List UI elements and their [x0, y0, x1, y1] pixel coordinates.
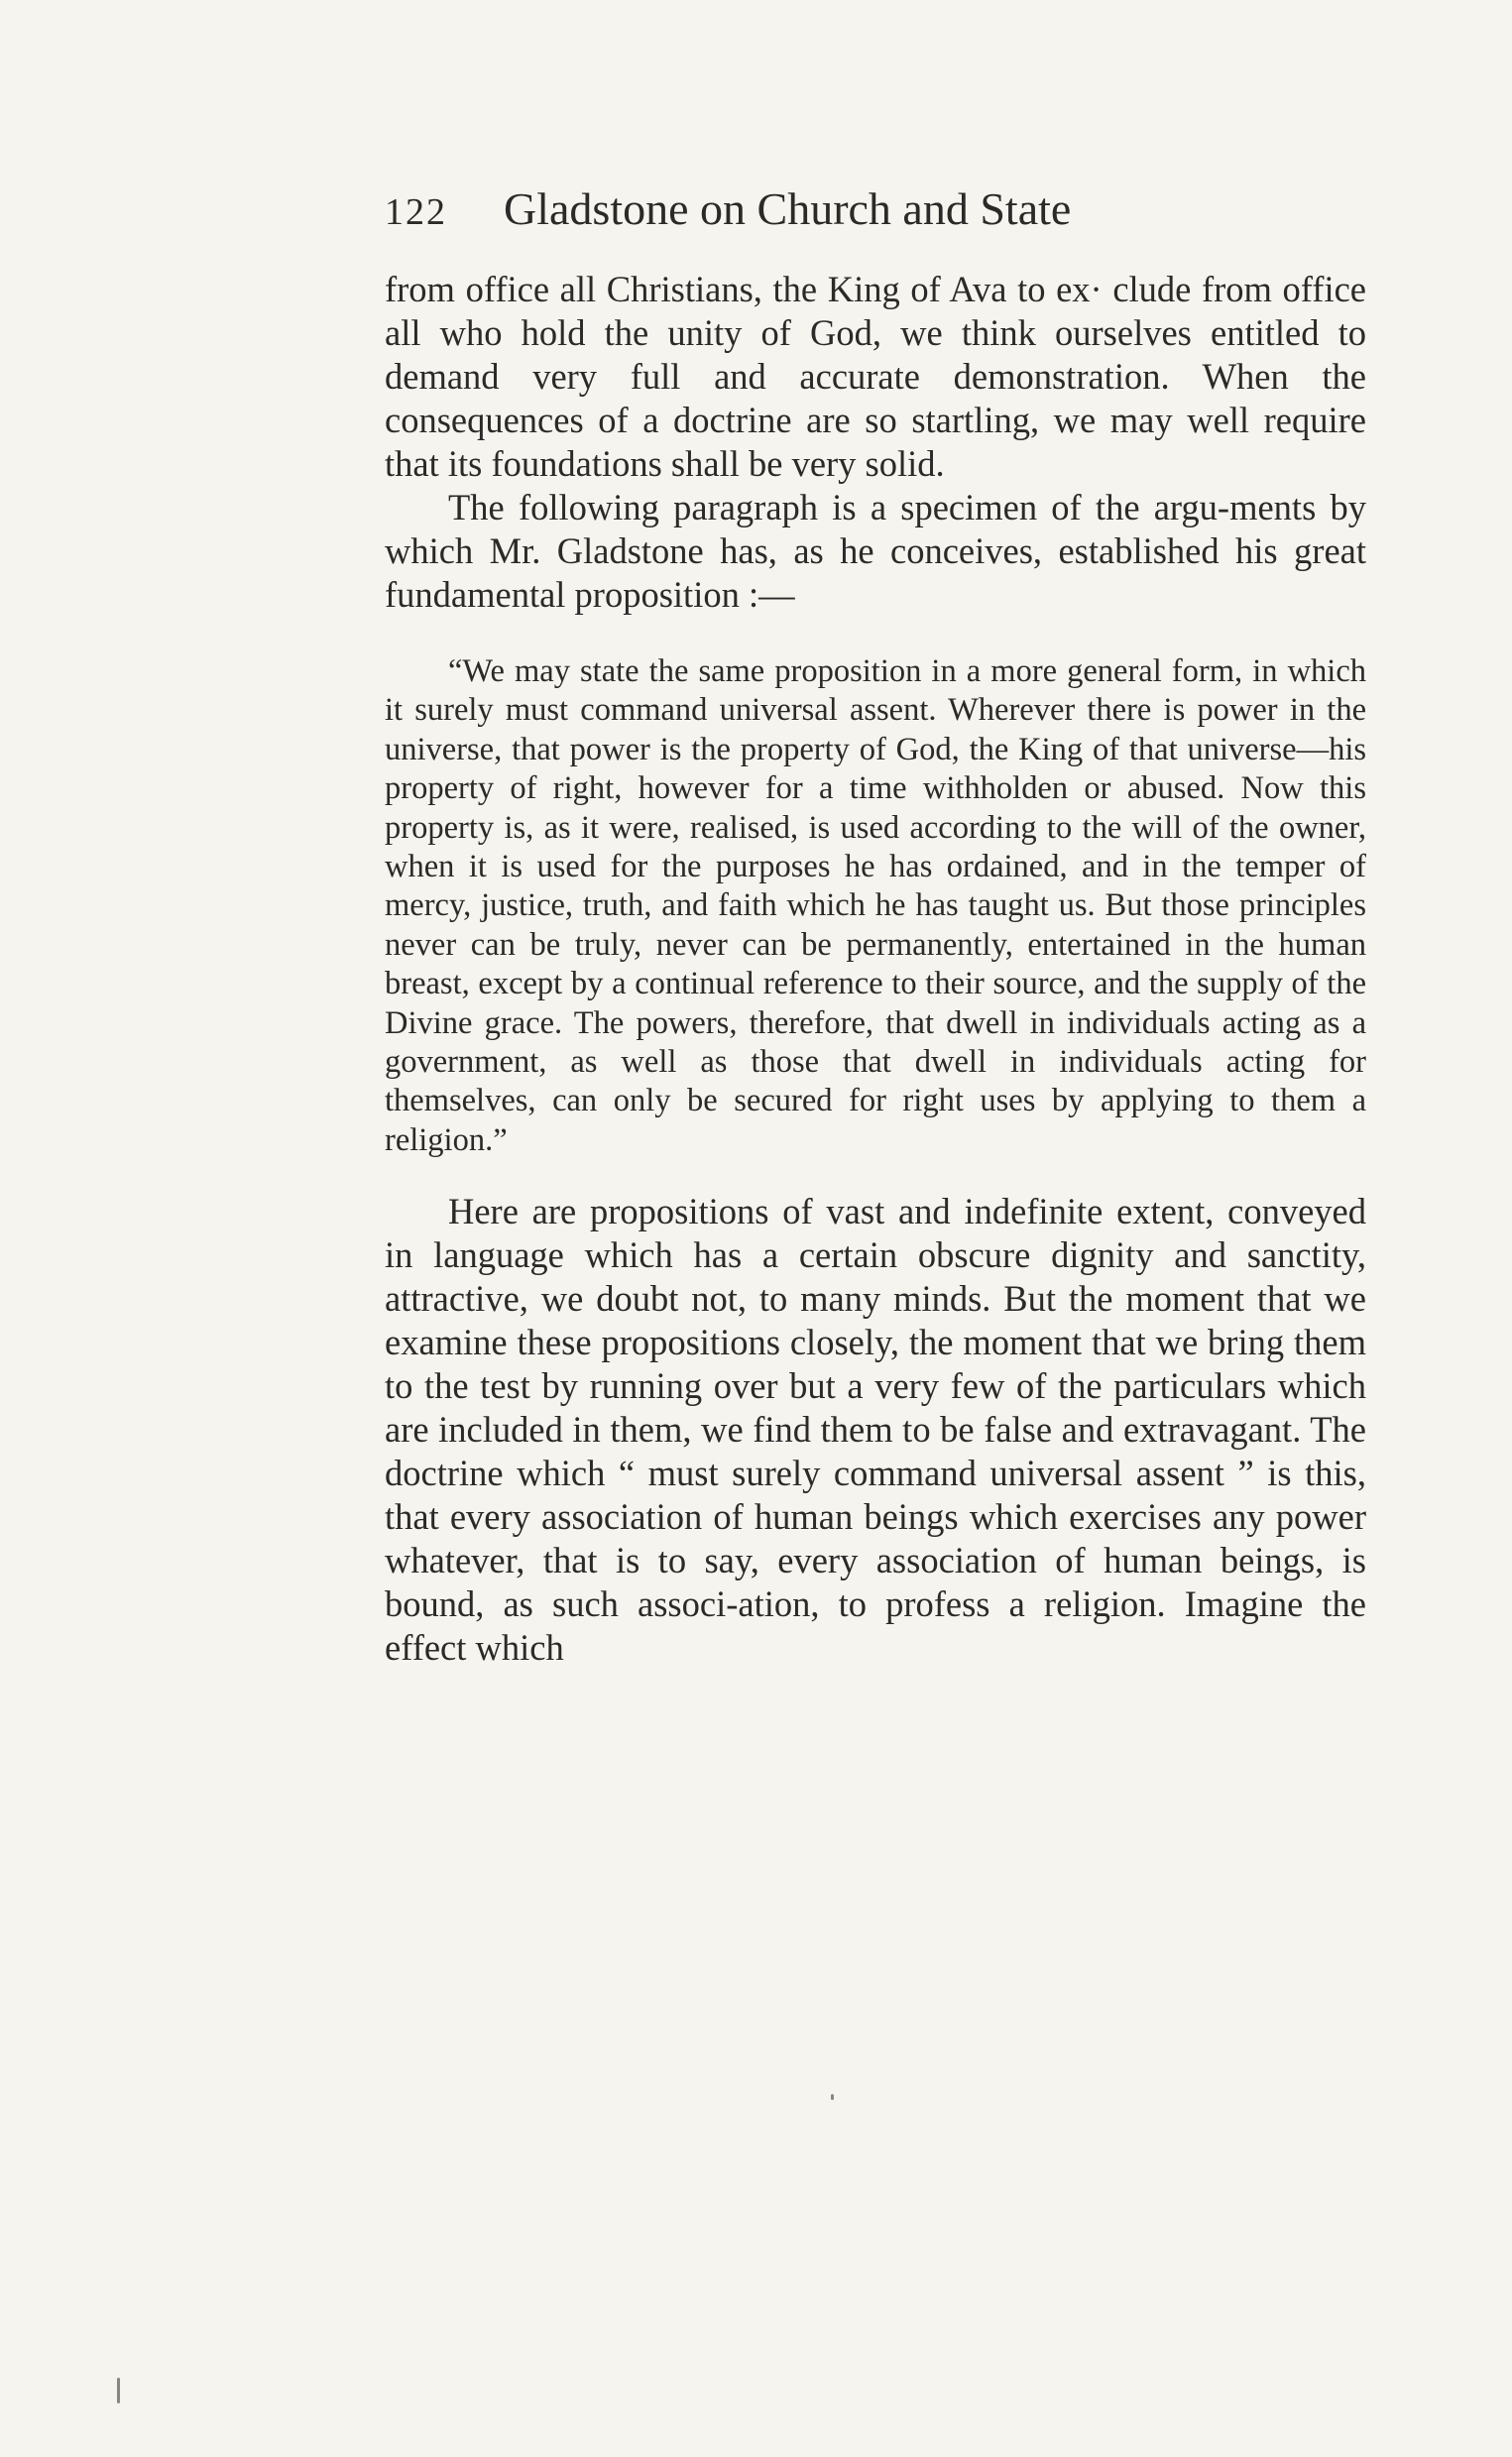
running-head	[385, 181, 1366, 237]
block-quotation: “We may state the same proposition in a more general form, in which it surely must command universal assent. Wherever there is power in the universe, that power is the property of God, the King of that universe—his property of right, however for a time withholden or abused. Now this property is, as it were, realised, is used according to the will of the owner, when it is used for the purposes he has ordained, and in the temper of mercy, justice, truth, and faith which he has taught us. But those principles never can be truly, never can be permanently, entertained in the human breast, except by a continual reference to their source, and the supply of the Divine grace. The powers, therefore, that dwell in individuals acting as a government, as well as those that dwell in individuals acting for themselves, can only be secured for right uses by applying to them a religion.”	[385, 653, 1366, 1158]
paper-speck	[831, 2094, 834, 2100]
body-text	[385, 268, 1366, 1670]
paragraph-commentary: Here are propositions of vast and indefinite extent, conveyed in language which has a certain obscure dignity and sanctity, attractive, we doubt not, to many minds. But the moment that we examine these propositions closely, the moment that we bring them to the test by running over but a very few of the particulars which are included in them, we find them to be false and extravagant. The doctrine which “ must surely command universal assent ” is this, that every association of human beings which exercises any power whatever, that is to say, every association of human beings, is bound, as such associ-ation, to profess a religion. Imagine the effect which	[385, 1191, 1366, 1669]
page-number: 122	[385, 191, 447, 233]
paragraph-continuation: from office all Christians, the King of Ava to ex· clude from office all who hold the unity of God, we think ourselves entitled to demand very full and accurate demonstration. When the consequences of a doctrine are so startling, we may well require that its foundations shall be very solid.	[385, 269, 1366, 484]
running-title: Gladstone on Church and State	[504, 183, 1072, 234]
paragraph-introducing-quote: The following paragraph is a specimen of the argu-ments by which Mr. Gladstone has, as he conceives, established his great fundamental proposition :—	[385, 487, 1366, 615]
paper-speck	[117, 2378, 120, 2403]
